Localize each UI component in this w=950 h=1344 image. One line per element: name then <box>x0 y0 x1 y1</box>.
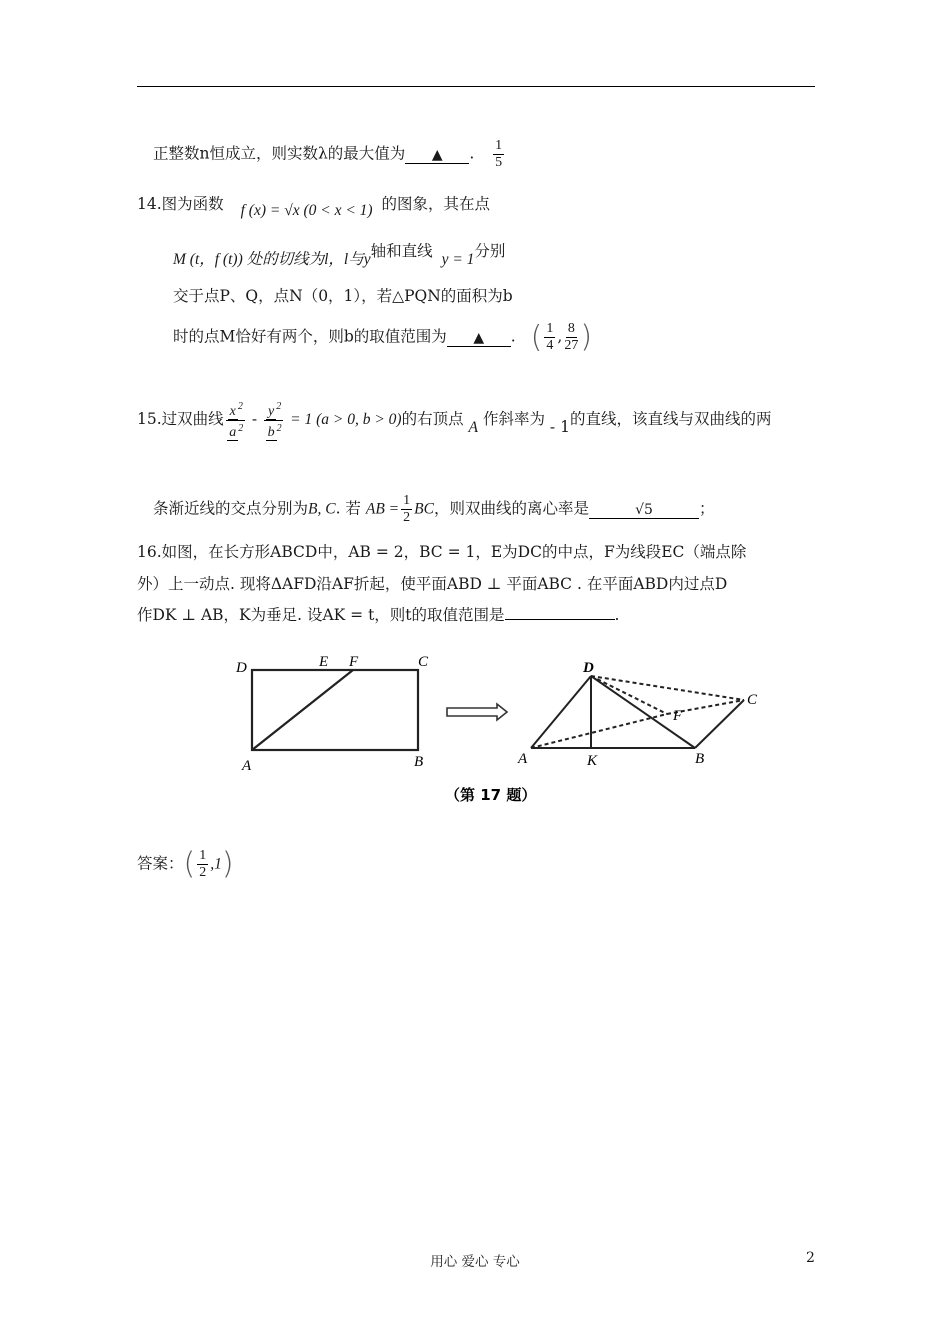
q15-frac-y: $\frac{y ^2}{b ^2}$ <box>264 399 283 441</box>
q15-x: x <box>229 403 236 419</box>
q13-blank: ▲ <box>405 147 469 164</box>
q14-line2 <box>173 240 506 268</box>
q13-answer-num: 1 <box>495 138 503 153</box>
q16-number: 16. <box>137 543 162 561</box>
q15-frac-x: $\frac{x ^2}{a ^2}$ <box>226 399 245 441</box>
q15-half-num: 1 <box>403 493 411 508</box>
q14-text-2b: 轴和直线 <box>370 242 433 260</box>
q15-bc: B, C <box>308 500 336 518</box>
q14-ans-b-num: 8 <box>567 321 575 336</box>
q15-ab: AB = <box>365 500 400 518</box>
answer-lparen: ( <box>183 846 196 882</box>
q14-ans-a-num: 1 <box>546 321 554 336</box>
label-left-f: F <box>349 654 359 670</box>
q15-text-2a: 条渐近线的交点分别为 <box>153 499 309 518</box>
q14-number: 14. <box>137 195 162 213</box>
label-right-d: D <box>583 660 594 676</box>
page-number: 2 <box>806 1250 815 1266</box>
q14-line1 <box>137 193 491 219</box>
figure-caption: （第 17 题） <box>445 786 537 804</box>
q15-line2 <box>153 493 715 526</box>
answer-tail: ,1 <box>210 855 222 873</box>
answer-den: 2 <box>199 865 207 880</box>
label-right-c: C <box>747 692 758 708</box>
q15-text-1d: 的直线，该直线与双曲线的两 <box>569 410 772 429</box>
q14-line4: 时的点M恰好有两个，则b的取值范围为 ▲ . ( $\frac{1}{4}$ , $\frac{8}{27}$ ) <box>173 319 593 355</box>
q14-formula-2: y = 1 <box>441 251 475 268</box>
label-left-d: D <box>236 660 247 676</box>
label-right-f: F <box>673 708 683 724</box>
q15-number: 15. <box>137 410 162 429</box>
label-left-c: C <box>418 654 429 670</box>
edge-ad <box>531 676 591 748</box>
q15-text-1c: 作斜率为 <box>482 410 545 429</box>
q15-b: b <box>267 425 275 441</box>
q15-bc2: BC <box>414 500 434 518</box>
q14-formula-1: f (x) = √x (0 < x < 1) <box>240 202 373 219</box>
q16-text-1: 如图，在长方形ABCD中，AB = 2，BC = 1，E为DC的中点，F为线段EC（端点除 <box>161 543 747 561</box>
label-left-e: E <box>319 654 329 670</box>
segment-af <box>252 670 353 750</box>
q14-ans-a-den: 4 <box>546 338 554 353</box>
footer-text: 用心 爱心 专心 <box>430 1254 520 1270</box>
q15-condition: = 1 (a > 0, b > 0) <box>290 411 402 429</box>
q15-point-a: A <box>468 419 479 437</box>
q16-text-3: 作DK ⊥ AB，K为垂足. 设AK = t，则t的取值范围是 <box>137 606 505 624</box>
label-left-b: B <box>414 754 424 770</box>
header-rule <box>137 86 815 87</box>
q15-end: ； <box>698 499 715 518</box>
label-right-a: A <box>518 751 528 767</box>
answer-num: 1 <box>199 848 207 863</box>
answer-fraction <box>197 848 208 881</box>
answer-line <box>137 848 234 881</box>
q15-slope: - 1 <box>549 418 570 437</box>
q14-text-4a: 时的点M恰好有两个，则b的取值范围为 <box>173 327 447 346</box>
q13-answer-den: 5 <box>495 155 503 170</box>
q14-answer-lparen: ( <box>530 319 543 355</box>
q15-text-1b: 的右顶点 <box>401 410 464 429</box>
q13-answer-fraction <box>493 138 504 171</box>
q16-line2 <box>137 573 727 595</box>
q14-answer-rparen: ) <box>580 319 593 355</box>
q14-line3 <box>173 285 513 307</box>
q15-text-2c: ，则双曲线的离心率是 <box>433 499 589 518</box>
q13-tail-line: 正整数n恒成立，则实数λ的最大值为 ▲ . $\frac{1}{5}$ <box>153 138 503 170</box>
answer-rparen: ) <box>221 846 234 882</box>
q14-text-2c: 分别 <box>474 242 506 260</box>
q14-text-3: 交于点P、Q，点N（0，1），若△PQN的面积为b <box>173 287 513 305</box>
rectangle-abcd <box>252 670 418 750</box>
q13-text: 正整数n恒成立，则实数λ的最大值为 <box>153 144 406 163</box>
q14-ans-b-den: 27 <box>564 338 579 353</box>
folded-figure <box>531 676 744 748</box>
q14-blank: ▲ <box>447 330 511 347</box>
q14-text-1a: 图为函数 <box>161 195 224 213</box>
edge-dc <box>591 676 744 700</box>
q15-half-den: 2 <box>403 510 411 525</box>
transform-arrow <box>447 704 507 720</box>
flat-rectangle <box>252 670 418 750</box>
q15-half <box>401 493 412 526</box>
q15-text-2b: . 若 <box>335 499 361 518</box>
q15-y: y <box>267 403 275 419</box>
label-left-a: A <box>242 758 252 774</box>
q16-blank <box>505 619 615 620</box>
q15-line1: 15.过双曲线 $\frac{x ^2}{a ^2}$ - $\frac{y ^2}{b ^2}$ = 1 (a > 0, b > 0)的右顶点 A 作斜率为 - 1的直线，该直线与双曲线的两 <box>137 401 772 441</box>
q16-text-2: 外）上一动点. 现将ΔAFD沿AF折起，使平面ABD ⊥ 平面ABC . 在平面ABD内过点D <box>137 575 728 593</box>
q16-line1 <box>137 541 746 563</box>
geometry-figure <box>225 648 775 813</box>
q15-answer-blank: √5 <box>589 502 699 519</box>
label-right-k: K <box>587 753 598 769</box>
q15-a: a <box>229 425 237 441</box>
q14-answer-frac-b <box>564 321 578 354</box>
q15-text-1a: 过双曲线 <box>161 410 224 429</box>
q14-answer-frac-a <box>544 321 555 354</box>
label-right-b: B <box>695 751 705 767</box>
answer-label: 答案： <box>137 854 184 873</box>
edge-af <box>531 714 667 748</box>
q16-line3: 作DK ⊥ AB，K为垂足. 设AK = t，则t的取值范围是 . <box>137 606 620 624</box>
q14-text-2a: M (t，f (t)) 处的切线为l，l与y <box>173 251 371 268</box>
q14-text-1b: 的图象，其在点 <box>381 195 491 213</box>
